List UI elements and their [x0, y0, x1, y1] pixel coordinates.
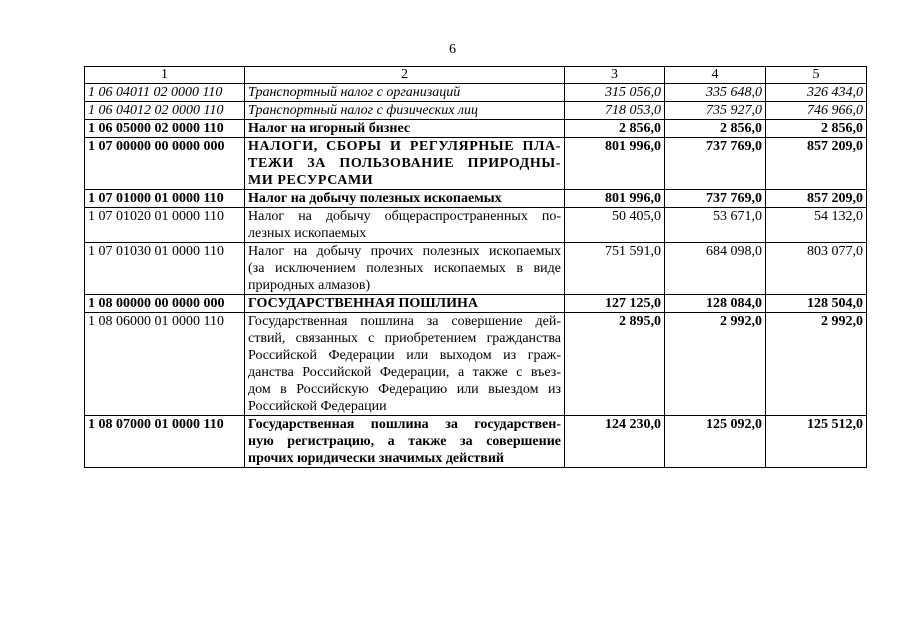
- revenue-name-cell: [245, 84, 565, 102]
- amount-column-5-cell: 857 209,0: [766, 190, 867, 208]
- budget-code-cell: 1 06 05000 02 0000 110: [85, 120, 245, 138]
- table-row: [85, 295, 867, 313]
- revenue-name-line: НАЛОГИ, СБОРЫ И РЕГУЛЯРНЫЕ ПЛА-: [248, 139, 561, 154]
- budget-code-cell: 1 08 06000 01 0000 110: [85, 313, 245, 416]
- revenue-name-line: прочих юридически значимых действий: [248, 451, 504, 466]
- revenue-name-cell: [245, 190, 565, 208]
- revenue-name-line: Налог на добычу прочих полезных ископаемых: [248, 244, 561, 259]
- table-row: [85, 190, 867, 208]
- revenue-name-line: (за исключением полезных ископаемых в виде: [248, 261, 561, 276]
- revenue-name-cell: [245, 208, 565, 243]
- revenue-name-line: ГОСУДАРСТВЕННАЯ ПОШЛИНА: [248, 296, 478, 311]
- revenue-name-line: ТЕЖИ ЗА ПОЛЬЗОВАНИЕ ПРИРОДНЫ-: [248, 156, 561, 171]
- amount-column-5-cell: 803 077,0: [766, 243, 867, 295]
- amount-column-5-cell: 128 504,0: [766, 295, 867, 313]
- revenue-name-cell: [245, 243, 565, 295]
- amount-column-4-cell: 737 769,0: [665, 190, 766, 208]
- amount-column-5-cell: 326 434,0: [766, 84, 867, 102]
- amount-column-3-cell: 801 996,0: [565, 190, 665, 208]
- column-header: 3: [565, 67, 665, 84]
- amount-column-4-cell: 735 927,0: [665, 102, 766, 120]
- amount-column-3-cell: 50 405,0: [565, 208, 665, 243]
- table-row: [85, 84, 867, 102]
- revenue-name-line: ствий, связанных с приобретением гражданства: [248, 331, 561, 346]
- budget-revenue-table: [84, 66, 867, 468]
- revenue-name-cell: [245, 120, 565, 138]
- revenue-name-line: ную регистрацию, а также за совершение: [248, 434, 561, 449]
- amount-column-4-cell: 2 992,0: [665, 313, 766, 416]
- page-number: 6: [449, 42, 456, 57]
- budget-code-cell: 1 06 04011 02 0000 110: [85, 84, 245, 102]
- budget-code-cell: 1 08 00000 00 0000 000: [85, 295, 245, 313]
- column-header: 1: [85, 67, 245, 84]
- amount-column-5-cell: 125 512,0: [766, 416, 867, 468]
- table-row: [85, 313, 867, 416]
- revenue-name-line: МИ РЕСУРСАМИ: [248, 173, 374, 188]
- revenue-name-line: Налог на добычу полезных ископаемых: [248, 191, 502, 206]
- revenue-name-line: Российской Федерации: [248, 399, 387, 414]
- amount-column-3-cell: 718 053,0: [565, 102, 665, 120]
- table-row: [85, 208, 867, 243]
- budget-code-cell: 1 06 04012 02 0000 110: [85, 102, 245, 120]
- revenue-name-line: Транспортный налог с физических лиц: [248, 103, 479, 118]
- revenue-name-line: Налог на игорный бизнес: [248, 121, 411, 136]
- budget-code-cell: 1 07 01020 01 0000 110: [85, 208, 245, 243]
- column-header: 2: [245, 67, 565, 84]
- amount-column-4-cell: 335 648,0: [665, 84, 766, 102]
- budget-code-cell: 1 07 01030 01 0000 110: [85, 243, 245, 295]
- revenue-name-line: Транспортный налог с организаций: [248, 85, 461, 100]
- amount-column-3-cell: 2 895,0: [565, 313, 665, 416]
- amount-column-3-cell: 801 996,0: [565, 138, 665, 190]
- table-row: [85, 138, 867, 190]
- revenue-name-line: Налог на добычу общераспространенных по-: [248, 209, 561, 224]
- revenue-name-cell: [245, 102, 565, 120]
- amount-column-5-cell: 746 966,0: [766, 102, 867, 120]
- amount-column-4-cell: 125 092,0: [665, 416, 766, 468]
- table-row: [85, 243, 867, 295]
- amount-column-3-cell: 315 056,0: [565, 84, 665, 102]
- revenue-name-line: лезных ископаемых: [248, 226, 367, 241]
- amount-column-4-cell: 684 098,0: [665, 243, 766, 295]
- budget-code-cell: 1 07 00000 00 0000 000: [85, 138, 245, 190]
- table-row: [85, 102, 867, 120]
- revenue-name-cell: [245, 295, 565, 313]
- revenue-name-line: дом в Российскую Федерацию или выездом из: [248, 382, 561, 397]
- amount-column-3-cell: 751 591,0: [565, 243, 665, 295]
- amount-column-5-cell: 2 992,0: [766, 313, 867, 416]
- revenue-name-cell: [245, 416, 565, 468]
- table-row: [85, 120, 867, 138]
- amount-column-4-cell: 53 671,0: [665, 208, 766, 243]
- amount-column-3-cell: 124 230,0: [565, 416, 665, 468]
- amount-column-5-cell: 2 856,0: [766, 120, 867, 138]
- revenue-name-line: Российской Федерации или выходом из граж-: [248, 348, 561, 363]
- amount-column-4-cell: 737 769,0: [665, 138, 766, 190]
- amount-column-5-cell: 857 209,0: [766, 138, 867, 190]
- amount-column-5-cell: 54 132,0: [766, 208, 867, 243]
- revenue-name-line: Государственная пошлина за государствен-: [248, 417, 561, 432]
- table-row: [85, 416, 867, 468]
- column-header: 4: [665, 67, 766, 84]
- budget-code-cell: 1 07 01000 01 0000 110: [85, 190, 245, 208]
- amount-column-3-cell: 127 125,0: [565, 295, 665, 313]
- amount-column-4-cell: 128 084,0: [665, 295, 766, 313]
- budget-code-cell: 1 08 07000 01 0000 110: [85, 416, 245, 468]
- revenue-name-cell: [245, 138, 565, 190]
- amount-column-4-cell: 2 856,0: [665, 120, 766, 138]
- table-header-row: [85, 67, 867, 84]
- revenue-name-cell: [245, 313, 565, 416]
- revenue-name-line: природных алмазов): [248, 278, 371, 293]
- revenue-name-line: данства Российской Федерации, а также с въез-: [248, 365, 561, 380]
- column-header: 5: [766, 67, 867, 84]
- amount-column-3-cell: 2 856,0: [565, 120, 665, 138]
- revenue-name-line: Государственная пошлина за совершение дей-: [248, 314, 561, 329]
